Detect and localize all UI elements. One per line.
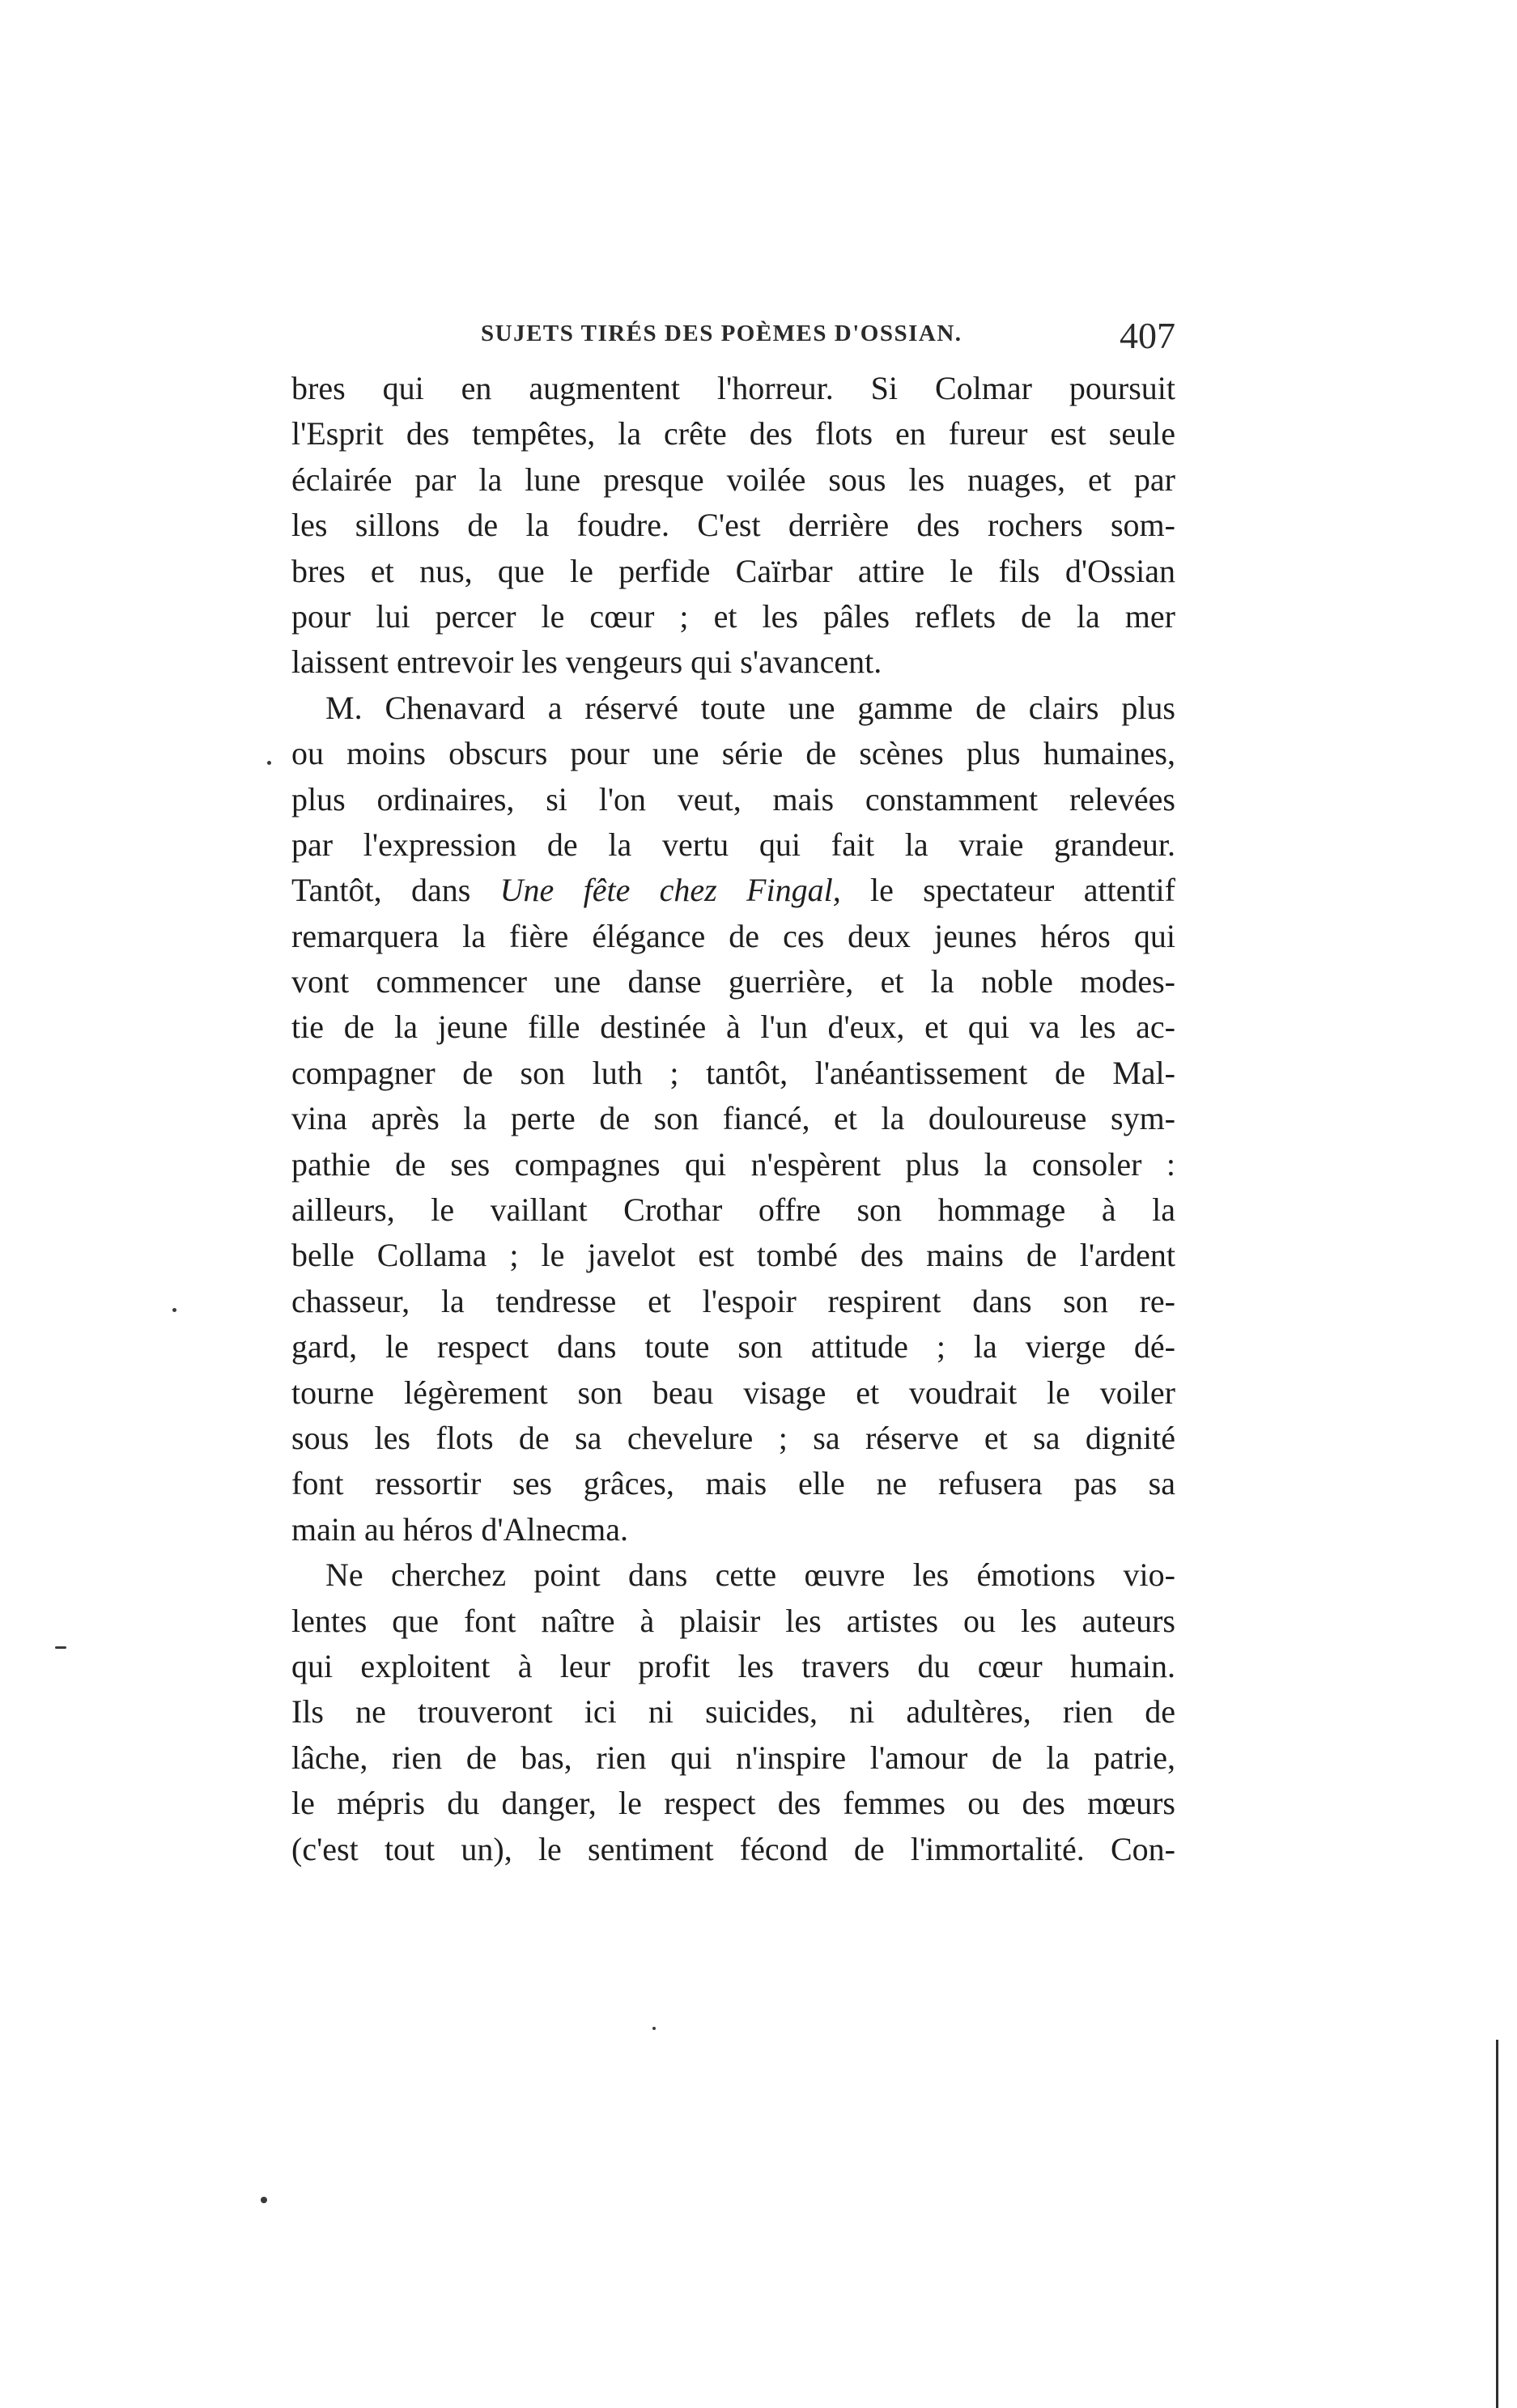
- text-line: tie de la jeune fille destinée à l'un d'eux, et qui va les ac-: [291, 1009, 1175, 1046]
- text-line: remarquera la fière élégance de ces deux jeunes héros qui: [291, 917, 1175, 954]
- text-line: les sillons de la foudre. C'est derrière des rochers som-: [291, 507, 1175, 544]
- text-line: vina après la perte de son fiancé, et la douloureuse sym-: [291, 1100, 1175, 1137]
- page-edge-line: [1496, 2040, 1498, 2408]
- text-line: main au héros d'Alnecma.: [291, 1510, 628, 1548]
- text-line: pathie de ses compagnes qui n'espèrent plus la consoler :: [291, 1145, 1175, 1183]
- scan-speck: [172, 1308, 176, 1312]
- artwork-title: Une fête chez Fingal,: [499, 872, 841, 909]
- text-line: M. Chenavard a réservé toute une gamme de clairs plus: [325, 689, 1175, 726]
- text-line: gard, le respect dans toute son attitude ; la vierge dé-: [291, 1328, 1175, 1365]
- text-line: laissent entrevoir les vengeurs qui s'avancent.: [291, 643, 882, 681]
- text-segment: le spectateur attentif: [840, 872, 1175, 909]
- text-line: ailleurs, le vaillant Crothar offre son hommage à la: [291, 1191, 1175, 1229]
- text-line: bres et nus, que le perfide Caïrbar attire le fils d'Ossian: [291, 552, 1175, 589]
- scan-speck: [55, 1646, 66, 1649]
- text-line: bres qui en augmentent l'horreur. Si Colmar poursuit: [291, 370, 1175, 406]
- text-line: l'Esprit des tempêtes, la crête des flots en fureur est seule: [291, 415, 1175, 452]
- text-line: [291, 868, 1175, 913]
- text-line: font ressortir ses grâces, mais elle ne refusera pas sa: [291, 1465, 1175, 1502]
- body-text: [291, 366, 1175, 1872]
- scan-speck: [267, 761, 271, 765]
- text-line: (c'est tout un), le sentiment fécond de l'immortalité. Con-: [291, 1830, 1175, 1867]
- text-line: belle Collama ; le javelot est tombé des mains de l'ardent: [291, 1237, 1175, 1274]
- text-segment: Tantôt, dans: [291, 872, 500, 909]
- page-number: 407: [1120, 315, 1175, 356]
- text-line: par l'expression de la vertu qui fait la vraie grandeur.: [291, 826, 1175, 863]
- text-line: lentes que font naître à plaisir les artistes ou les auteurs: [291, 1602, 1175, 1639]
- text-line: Ne cherchez point dans cette œuvre les émotions vio-: [325, 1556, 1175, 1594]
- text-line: Ils ne trouveront ici ni suicides, ni adultères, rien de: [291, 1693, 1175, 1731]
- text-line: pour lui percer le cœur ; et les pâles reflets de la mer: [291, 597, 1175, 635]
- scan-speck: [261, 2197, 267, 2203]
- running-head: [291, 314, 1175, 363]
- scan-speck: [652, 2027, 656, 2030]
- text-line: éclairée par la lune presque voilée sous les nuages, et par: [291, 461, 1175, 498]
- text-line: plus ordinaires, si l'on veut, mais constamment relevées: [291, 780, 1175, 818]
- text-line: chasseur, la tendresse et l'espoir respirent dans son re-: [291, 1282, 1175, 1319]
- text-line: sous les flots de sa chevelure ; sa réserve et sa dignité: [291, 1419, 1175, 1456]
- text-line: qui exploitent à leur profit les travers du cœur humain.: [291, 1647, 1175, 1684]
- text-line: lâche, rien de bas, rien qui n'inspire l'amour de la patrie,: [291, 1739, 1175, 1776]
- text-line: tourne légèrement son beau visage et voudrait le voiler: [291, 1374, 1175, 1411]
- text-line: le mépris du danger, le respect des femmes ou des mœurs: [291, 1785, 1175, 1822]
- text-line: ou moins obscurs pour une série de scènes plus humaines,: [291, 735, 1175, 772]
- text-line: compagner de son luth ; tantôt, l'anéantissement de Mal-: [291, 1054, 1175, 1091]
- text-line: vont commencer une danse guerrière, et la noble modes-: [291, 963, 1175, 1000]
- running-title: SUJETS TIRÉS DES POÈMES D'OSSIAN.: [481, 321, 962, 346]
